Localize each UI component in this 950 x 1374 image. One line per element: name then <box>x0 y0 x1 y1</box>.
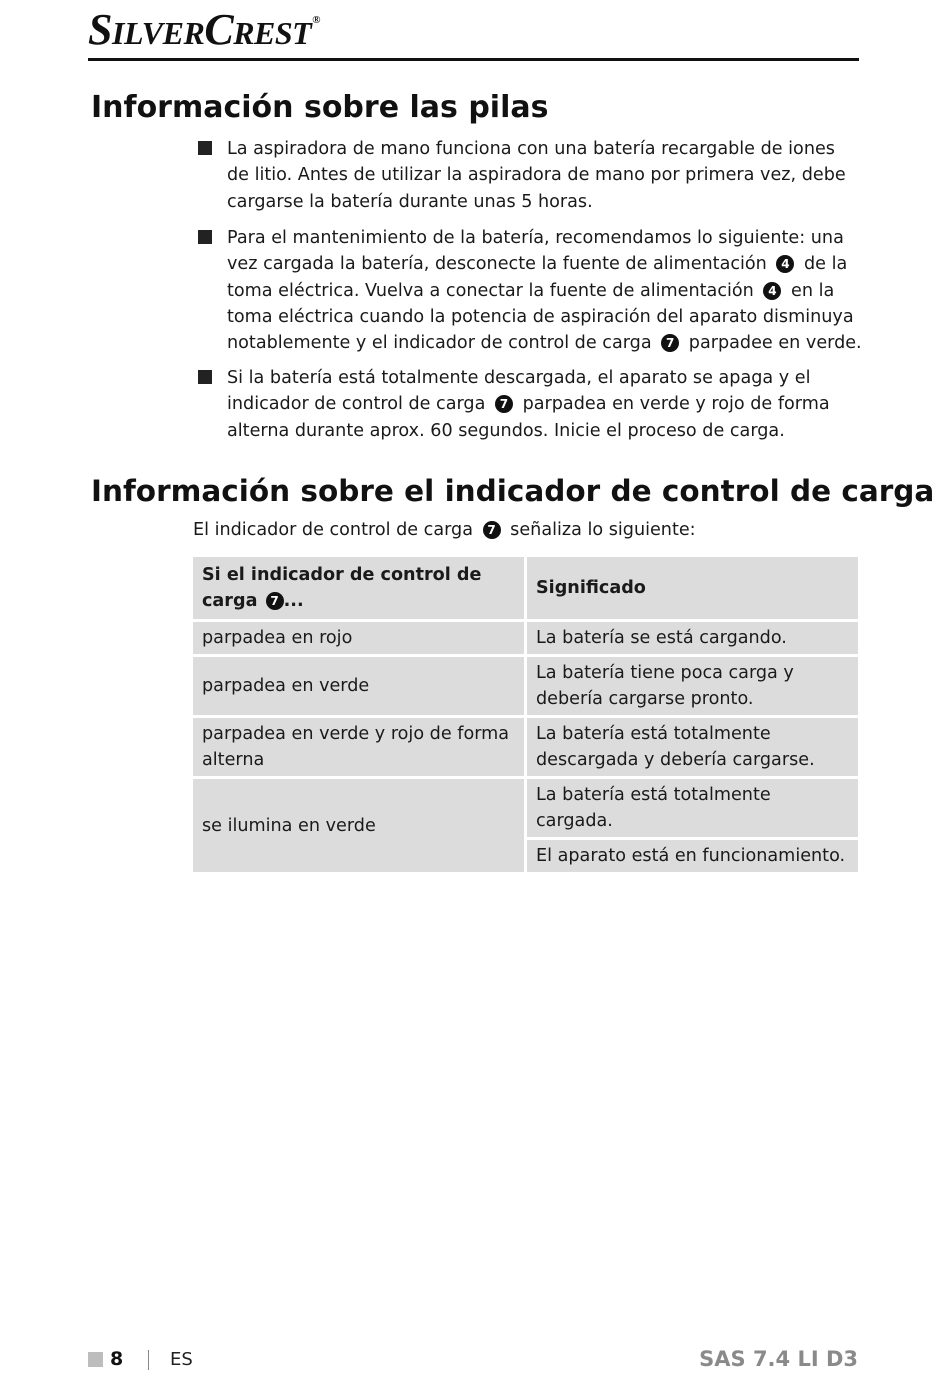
section-title-batteries: Información sobre las pilas <box>91 90 549 125</box>
section-title-charge-indicator: Información sobre el indicador de control de carga <box>91 474 935 508</box>
table-intro: El indicador de control de carga 7 señaliza lo siguiente: <box>193 520 696 540</box>
bullet-item: Si la batería está totalmente descargada, el aparato se apaga y el indicador de control de carga 7 parpadea en verde y rojo de forma alterna durante aprox. 60 segundos. Inicie el proceso de carga. <box>227 365 862 444</box>
state-cell: parpadea en verde <box>193 656 526 717</box>
footer-divider <box>148 1350 149 1370</box>
reference-number-badge: 4 <box>763 282 781 300</box>
reference-number-badge: 7 <box>483 521 501 539</box>
bullet-square-icon <box>198 370 212 384</box>
table-row <box>193 717 858 778</box>
reference-number-badge: 4 <box>776 255 794 273</box>
meaning-cell: La batería está totalmente descargada y debería cargarse. <box>526 717 859 778</box>
meaning-cell: El aparato está en funcionamiento. <box>526 839 859 874</box>
meaning-cell: La batería está totalmente cargada. <box>526 778 859 839</box>
table-header-row <box>193 557 858 621</box>
header-rule <box>88 58 859 61</box>
table-row <box>193 778 858 839</box>
state-cell: se ilumina en verde <box>193 778 526 874</box>
header-cell-meaning: Significado <box>526 557 859 621</box>
meaning-cell: La batería se está cargando. <box>526 621 859 656</box>
bullet-item: Para el mantenimiento de la batería, recomendamos lo siguiente: una vez cargada la batería, desconecte la fuente de alimentación 4 de la toma eléctrica. Vuelva a conectar la fuente de alimentación 4 en la toma eléctrica cuando la potencia de aspiración del aparato disminuya notablemente y el indicador de control de carga 7 parpadee en verde. <box>227 225 862 356</box>
silvercrest-logo: SILVERCREST® <box>88 5 320 54</box>
model-number: SAS 7.4 LI D3 <box>699 1347 858 1371</box>
reference-number-badge: 7 <box>661 334 679 352</box>
bullet-square-icon <box>198 141 212 155</box>
charge-indicator-table <box>193 557 858 875</box>
table-row <box>193 656 858 717</box>
header-cell-state: Si el indicador de control de carga 7 ... <box>193 557 526 621</box>
bullet-square-icon <box>198 230 212 244</box>
state-cell: parpadea en rojo <box>193 621 526 656</box>
state-cell: parpadea en verde y rojo de forma alterna <box>193 717 526 778</box>
footer-square-icon <box>88 1352 103 1367</box>
bullet-item: La aspiradora de mano funciona con una batería recargable de iones de litio. Antes de utilizar la aspiradora de mano por primera vez, debe cargarse la batería durante unas 5 horas. <box>227 136 862 215</box>
meaning-cell: La batería tiene poca carga y debería cargarse pronto. <box>526 656 859 717</box>
page-number: 8 <box>110 1348 124 1370</box>
table-row <box>193 621 858 656</box>
language-code: ES <box>170 1349 193 1370</box>
reference-number-badge: 7 <box>266 592 284 610</box>
reference-number-badge: 7 <box>495 395 513 413</box>
